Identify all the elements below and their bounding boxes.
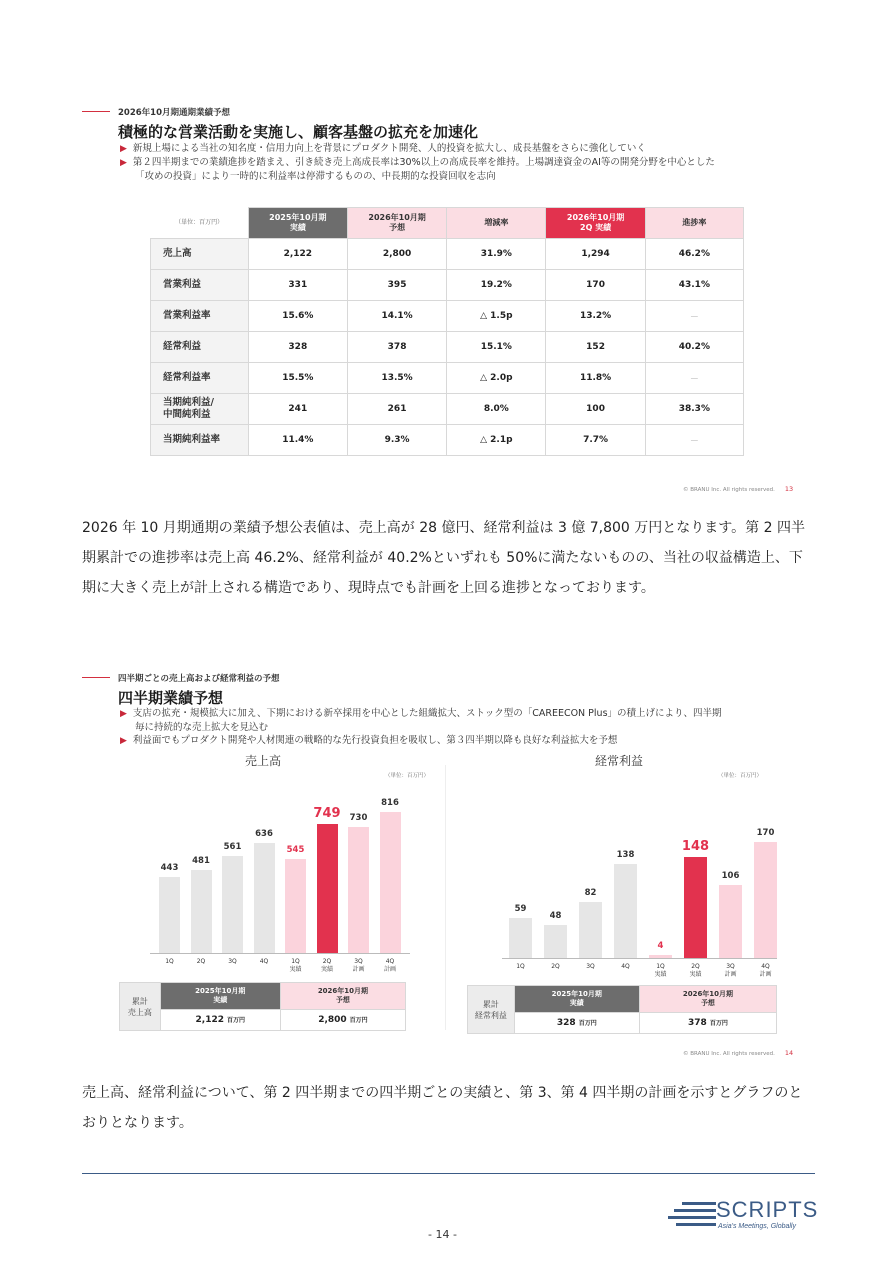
x-tick-label: 2Q 実績 bbox=[320, 958, 333, 973]
chart-bar bbox=[684, 857, 707, 958]
chart-bar bbox=[719, 885, 742, 958]
table-cell: － bbox=[645, 363, 743, 394]
summary-head-forecast: 2026年10月期 予想 bbox=[280, 983, 405, 1010]
scripts-tagline: Asia's Meetings, Globally bbox=[718, 1223, 796, 1230]
bar-value-label: 48 bbox=[549, 911, 562, 922]
chart-divider bbox=[445, 765, 446, 1030]
x-tick-label: 4Q bbox=[259, 958, 269, 965]
bar-value-label: 545 bbox=[286, 845, 305, 856]
slide2-bullets bbox=[120, 707, 800, 748]
table-row bbox=[151, 425, 744, 456]
profit-actual-value: 328 百万円 bbox=[514, 1013, 639, 1034]
table-cell: △ 2.1p bbox=[447, 425, 546, 456]
table-cell: 13.5% bbox=[347, 363, 446, 394]
table-cell: 152 bbox=[546, 332, 645, 363]
x-tick-label: 3Q bbox=[586, 963, 595, 970]
slide1-title: 積極的な営業活動を実施し、顧客基盤の拡充を加速化 bbox=[118, 123, 479, 141]
x-tick-label: 1Q bbox=[165, 958, 174, 965]
table-cell: 170 bbox=[546, 270, 645, 301]
chart-bar bbox=[579, 902, 602, 958]
table-cell: 8.0% bbox=[447, 394, 546, 425]
table-cell: 11.8% bbox=[546, 363, 645, 394]
table-cell: 9.3% bbox=[347, 425, 446, 456]
table-cell: △ 1.5p bbox=[447, 301, 546, 332]
bullet-item: ▶ 支店の拡充・規模拡大に加え、下期における新卒採用を中心とした組織拡大、ストック型の「CAREECON Plus」の積上げにより、四半期 bbox=[120, 708, 722, 719]
profit-summary-label: 累計 経常利益 bbox=[468, 986, 515, 1034]
bar-value-label: 816 bbox=[381, 798, 399, 809]
sales-bar-chart bbox=[150, 790, 410, 985]
performance-table bbox=[150, 207, 744, 456]
chart-bar bbox=[348, 827, 369, 953]
page-number: - 14 - bbox=[428, 1228, 457, 1241]
bar-value-label: 106 bbox=[721, 871, 740, 882]
table-cell: 46.2% bbox=[645, 239, 743, 270]
table-row bbox=[151, 394, 744, 425]
triangle-bullet-icon: ▶ bbox=[120, 736, 127, 746]
slide2-kicker: 四半期ごとの売上高および経常利益の予想 bbox=[118, 674, 280, 684]
col-header: 2026年10月期 予想 bbox=[347, 208, 446, 239]
bar-value-label: 4 bbox=[657, 941, 664, 952]
sales-forecast-value: 2,800 百万円 bbox=[280, 1010, 405, 1031]
bar-value-label: 59 bbox=[514, 903, 527, 914]
col-header: 進捗率 bbox=[645, 208, 743, 239]
col-header: 2026年10月期 2Q 実績 bbox=[546, 208, 645, 239]
triangle-bullet-icon: ▶ bbox=[120, 144, 127, 154]
bar-value-label: 170 bbox=[756, 827, 775, 838]
bullet-item: ▶ 第２四半期までの業績進捗を踏まえ、引き続き売上高成長率は30%以上の高成長率を維持。上場調達資金のAI等の開発分野を中心とした bbox=[120, 157, 715, 168]
chart-bar bbox=[649, 955, 672, 958]
slide1-kicker: 2026年10月期通期業績予想 bbox=[118, 108, 230, 118]
chart-bar bbox=[380, 812, 401, 953]
bar-value-label: 481 bbox=[192, 856, 210, 867]
sales-actual-value: 2,122 百万円 bbox=[160, 1010, 280, 1031]
slide2-page-number: 14 bbox=[784, 1049, 794, 1057]
x-tick-label: 3Q 計画 bbox=[724, 963, 737, 978]
row-label: 売上高 bbox=[151, 239, 249, 270]
col-header: 2025年10月期 実績 bbox=[248, 208, 347, 239]
chart-bar bbox=[159, 877, 180, 953]
x-tick-label: 3Q 計画 bbox=[352, 958, 365, 973]
summary-head-actual: 2025年10月期 実績 bbox=[160, 983, 280, 1010]
kicker-line bbox=[82, 111, 110, 112]
x-tick-label: 2Q bbox=[551, 963, 560, 970]
table-cell: 31.9% bbox=[447, 239, 546, 270]
paragraph-2: 売上高、経常利益について、第 2 四半期までの四半期ごとの実績と、第 3、第 4 四半期の計画を示すとグラフのとおりとなります。 bbox=[82, 1085, 803, 1131]
table-cell: 328 bbox=[248, 332, 347, 363]
profit-summary-table bbox=[467, 985, 777, 1034]
table-cell: 2,800 bbox=[347, 239, 446, 270]
table-cell: 331 bbox=[248, 270, 347, 301]
performance-table-body bbox=[151, 239, 744, 456]
profit-forecast-value: 378 百万円 bbox=[639, 1013, 776, 1034]
bar-value-label: 82 bbox=[584, 887, 597, 898]
triangle-bullet-icon: ▶ bbox=[120, 709, 127, 719]
bar-value-label: 730 bbox=[349, 813, 368, 824]
table-cell: 395 bbox=[347, 270, 446, 301]
table-row bbox=[151, 239, 744, 270]
table-cell: 15.6% bbox=[248, 301, 347, 332]
table-cell: 1,294 bbox=[546, 239, 645, 270]
table-cell: 13.2% bbox=[546, 301, 645, 332]
chart-bar bbox=[754, 842, 777, 958]
summary-head-actual: 2025年10月期 実績 bbox=[514, 986, 639, 1013]
scripts-logo-lines-icon bbox=[668, 1200, 718, 1230]
bar-value-label: 138 bbox=[616, 849, 635, 860]
x-tick-label: 2Q bbox=[196, 958, 206, 965]
row-label: 営業利益率 bbox=[151, 301, 249, 332]
bullet-item: ▶ 新規上場による当社の知名度・信用力向上を背景にプロダクト開発、人的投資を拡大し、成長基盤をさらに強化していく bbox=[120, 143, 646, 154]
bullet-item-continued: 毎に持続的な売上拡大を見込む bbox=[135, 722, 269, 733]
sales-chart-unit: （単位：百万円） bbox=[385, 773, 430, 779]
slide2-copyright: © BRANU Inc. All rights reserved. 14 bbox=[683, 1049, 794, 1057]
table-cell: 15.1% bbox=[447, 332, 546, 363]
row-label: 経常利益 bbox=[151, 332, 249, 363]
chart-bar bbox=[222, 856, 243, 953]
chart-bar bbox=[191, 870, 212, 953]
profit-chart-unit: （単位：百万円） bbox=[718, 773, 763, 779]
bullet-item: ▶ 利益面でもプロダクト開発や人材関連の戦略的な先行投資負担を吸収し、第３四半期以降も良好な利益拡大を予想 bbox=[120, 735, 618, 746]
x-tick-label: 4Q bbox=[621, 963, 630, 970]
profit-chart-title: 経常利益 bbox=[595, 754, 644, 768]
table-row bbox=[151, 363, 744, 394]
scripts-logo: SCRIPTS bbox=[716, 1197, 819, 1222]
bar-value-label: 561 bbox=[223, 842, 242, 853]
slide1-bullets bbox=[120, 142, 800, 183]
table-cell: 378 bbox=[347, 332, 446, 363]
footer-rule bbox=[82, 1173, 815, 1174]
row-label: 営業利益 bbox=[151, 270, 249, 301]
x-tick-label: 4Q 計画 bbox=[383, 958, 396, 973]
chart-bar bbox=[317, 824, 338, 953]
chart-bar bbox=[614, 864, 637, 958]
x-tick-label: 4Q 計画 bbox=[759, 963, 772, 978]
slide1-page-number: 13 bbox=[784, 485, 794, 493]
x-tick-label: 1Q 実績 bbox=[654, 963, 667, 978]
chart-bar bbox=[509, 918, 532, 958]
x-tick-label: 3Q bbox=[228, 958, 237, 965]
paragraph-1: 2026 年 10 月期通期の業績予想公表値は、売上高が 28 億円、経常利益は 3 億 7,800 万円となります。第 2 四半期累計での進捗率は売上高 46.2%、経常利益が 40.2%といずれも 50%に満たないものの、当社の収益構造上、下期に大きく売上が計上される構造であり、現時点でも計画を上回る進捗となっております。 bbox=[82, 520, 805, 596]
table-cell: 261 bbox=[347, 394, 446, 425]
table-cell: 14.1% bbox=[347, 301, 446, 332]
table-cell: － bbox=[645, 425, 743, 456]
bar-value-label: 636 bbox=[255, 829, 273, 840]
slide2-title: 四半期業績予想 bbox=[118, 689, 224, 707]
table-cell: － bbox=[645, 301, 743, 332]
table-cell: 7.7% bbox=[546, 425, 645, 456]
table-cell: 2,122 bbox=[248, 239, 347, 270]
table-cell: 38.3% bbox=[645, 394, 743, 425]
row-label: 経常利益率 bbox=[151, 363, 249, 394]
x-tick-label: 2Q 実績 bbox=[689, 963, 702, 978]
chart-bar bbox=[544, 925, 567, 958]
table-cell: 19.2% bbox=[447, 270, 546, 301]
slide1-copyright: © BRANU Inc. All rights reserved. 13 bbox=[683, 485, 794, 493]
table-cell: 100 bbox=[546, 394, 645, 425]
profit-bar-chart bbox=[502, 790, 782, 985]
table-cell: 11.4% bbox=[248, 425, 347, 456]
chart-bar bbox=[254, 843, 275, 953]
bullet-item-continued: 「攻めの投資」により一時的に利益率は停滞するものの、中長期的な投資回収を志向 bbox=[135, 171, 496, 182]
table-cell: 15.5% bbox=[248, 363, 347, 394]
table-cell: 43.1% bbox=[645, 270, 743, 301]
col-header: 増減率 bbox=[447, 208, 546, 239]
unit-label: （単位：百万円） bbox=[175, 218, 224, 226]
sales-summary-table bbox=[119, 982, 406, 1031]
triangle-bullet-icon: ▶ bbox=[120, 158, 127, 168]
x-tick-label: 1Q 実績 bbox=[289, 958, 302, 973]
chart-baseline bbox=[502, 958, 777, 959]
table-cell: 241 bbox=[248, 394, 347, 425]
row-label: 当期純利益/ 中間純利益 bbox=[151, 394, 249, 425]
chart-bar bbox=[285, 859, 306, 953]
table-row bbox=[151, 270, 744, 301]
summary-head-forecast: 2026年10月期 予想 bbox=[639, 986, 776, 1013]
bar-value-label: 749 bbox=[313, 806, 341, 821]
sales-summary-label: 累計 売上高 bbox=[120, 983, 161, 1031]
bar-value-label: 443 bbox=[160, 862, 179, 873]
row-label: 当期純利益率 bbox=[151, 425, 249, 456]
sales-chart-title: 売上高 bbox=[245, 754, 282, 768]
kicker-line bbox=[82, 677, 110, 678]
table-row bbox=[151, 301, 744, 332]
bar-value-label: 148 bbox=[681, 838, 710, 854]
x-tick-label: 1Q bbox=[516, 963, 525, 970]
table-row bbox=[151, 332, 744, 363]
table-cell: 40.2% bbox=[645, 332, 743, 363]
table-cell: △ 2.0p bbox=[447, 363, 546, 394]
chart-baseline bbox=[150, 953, 410, 954]
